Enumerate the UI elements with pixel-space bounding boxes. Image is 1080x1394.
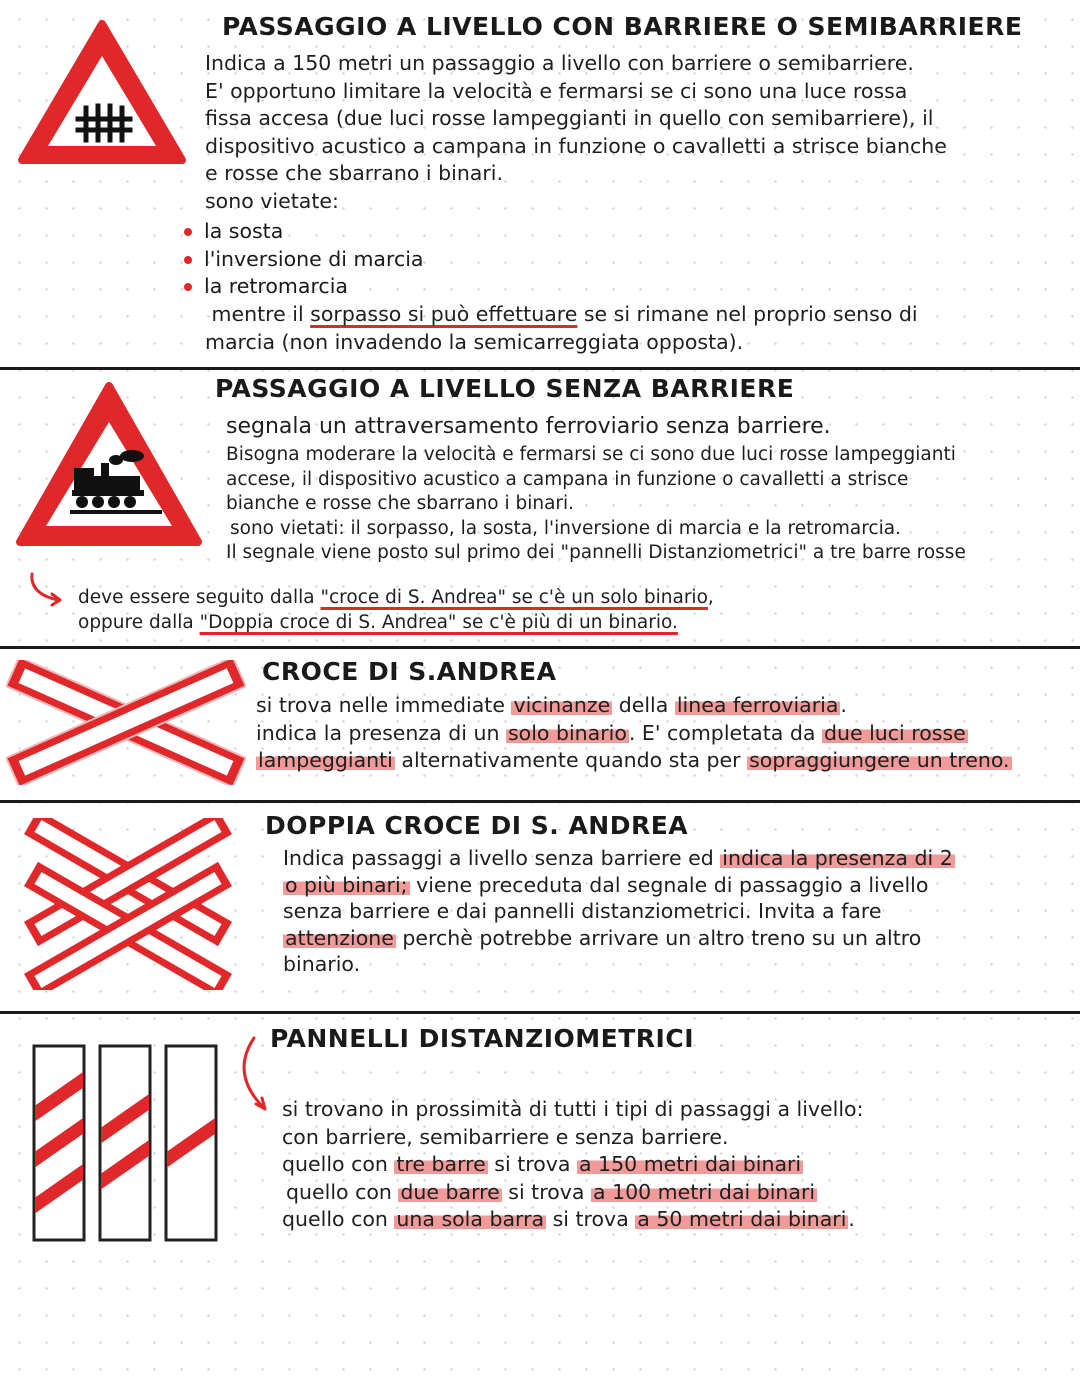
section-body-distance-panels: si trovano in prossimità di tutti i tipi di passaggi a livello: con barriere, semibarriere e senza barriere. quello con tre barre si trova a 150 metri dai binari quello con due barre si trova a 100 metri dai binari quello con una sola barra si trova a 50 metri dai binari. [282,1097,864,1231]
curved-arrow-icon [22,570,72,614]
body-line: accese, il dispositivo acustico a campana in funzione o cavalletti a strisce [226,468,909,490]
section-divider [0,800,1080,803]
crosses-note: deve essere seguito dalla "croce di S. Andrea" se c'è un solo binario, oppure dalla "Doppia croce di S. Andrea" se c'è più di un binario. [78,587,714,633]
body-line: Indica a 150 metri un passaggio a livello con barriere o semibarriere. [205,51,914,75]
highlighted-text: vicinanze [513,693,611,717]
highlighted-text: due barre [400,1179,500,1204]
section-title-barriers: PASSAGGIO A LIVELLO CON BARRIERE O SEMIBARRIERE [222,12,1023,41]
section-title-distance-panels: PANNELLI DISTANZIOMETRICI [270,1024,694,1053]
underlined-text: "croce di S. Andrea" se c'è un solo binario [320,587,708,608]
body-line: Il segnale viene posto sul primo dei "pannelli Distanziometrici" a tre barre rosse [226,542,966,563]
highlighted-text: a 150 metri dai binari [578,1152,802,1176]
body-line: dispositivo acustico a campana in funzione o cavalletti a strisce bianche [205,133,947,158]
section-title-double-cross: DOPPIA CROCE DI S. ANDREA [265,811,689,840]
highlighted-text: indica la presenza di 2 [722,846,953,870]
body-line: senza barriere e dai pannelli distanziometrici. Invita a fare [283,899,882,923]
list-item: la retromarcia [182,273,424,301]
list-item: la sosta [182,218,424,246]
body-line: marcia (non invadendo la semicarreggiata opposta). [205,329,744,354]
section-title-no-barriers: PASSAGGIO A LIVELLO SENZA BARRIERE [215,374,795,403]
section-lead-no-barriers: segnala un attraversamento ferroviario senza barriere. [226,414,831,439]
section-title-cross: CROCE DI S.ANDREA [262,657,557,686]
underlined-text: sorpasso si può effettuare [310,302,578,326]
highlighted-text: attenzione [285,925,394,950]
highlighted-text: a 100 metri dai binari [592,1179,816,1204]
body-line: sono vietate: [205,188,339,213]
highlighted-text: sopraggiungere un treno. [749,748,1010,772]
section-body-barriers [205,50,947,215]
underlined-text: "Doppia croce di S. Andrea" se c'è più di un binario. [199,611,678,633]
highlighted-text: o più binari; [285,872,408,897]
distance-panels-signs [30,1042,220,1248]
highlighted-text: solo binario [507,720,627,745]
section-divider [0,367,1080,370]
body-line: E' opportuno limitare la velocità e fermarsi se ci sono una luce rossa [205,78,908,103]
body-line: binario. [283,952,361,976]
body-line: e rosse che sbarrano i binari. [205,161,504,185]
section-divider [0,646,1080,649]
body-line: si trovano in prossimità di tutti i tipi di passaggi a livello: [282,1097,864,1121]
body-line: Bisogna moderare la velocità e fermarsi se ci sono due luci rosse lampeggianti [226,444,956,465]
list-item: l'inversione di marcia [182,246,424,274]
body-line: con barriere, semibarriere e senza barriere. [282,1124,729,1149]
body-line: fissa accesa (due luci rosse lampeggianti in quello con semibarriere), il [205,106,934,130]
body-line: bianche e rosse che sbarrano i binari. [226,493,575,514]
level-crossing-without-barriers-sign [14,380,204,556]
highlighted-text: tre barre [396,1152,486,1176]
section-body-no-barriers [226,443,966,566]
prohibitions-list [182,218,424,301]
saint-andrew-cross-sign [6,660,246,789]
highlighted-text: a 50 metri dai binari [637,1207,847,1231]
level-crossing-with-barriers-sign [16,18,188,172]
section-divider [0,1011,1080,1014]
section-body-double-cross: Indica passaggi a livello senza barriere ed indica la presenza di 2 o più binari; viene preceduta dal segnale di passaggio a livello senza barriere e dai pannelli distanziometrici. Invita a fare attenzione perchè potrebbe arrivare un altro treno su un altro binario. [283,846,953,976]
body-line: sono vietati: il sorpasso, la sosta, l'inversione di marcia e la retromarcia. [230,517,901,539]
double-saint-andrew-cross-sign [10,818,246,994]
section-body-cross: si trova nelle immediate vicinanze della linea ferroviaria. indica la presenza di un solo binario. E' completata da due luci rosse lampeggianti alternativamente quando sta per sopraggiungere un treno. [256,693,1010,772]
highlighted-text: linea ferroviaria [676,693,839,717]
highlighted-text: una sola barra [396,1207,545,1231]
overtaking-note: mentre il sorpasso si può effettuare se si rimane nel proprio senso di marcia (non invadendo la semicarreggiata opposta). [205,301,918,356]
highlighted-text: lampeggianti [258,748,393,772]
highlighted-text: due luci rosse [823,720,966,745]
